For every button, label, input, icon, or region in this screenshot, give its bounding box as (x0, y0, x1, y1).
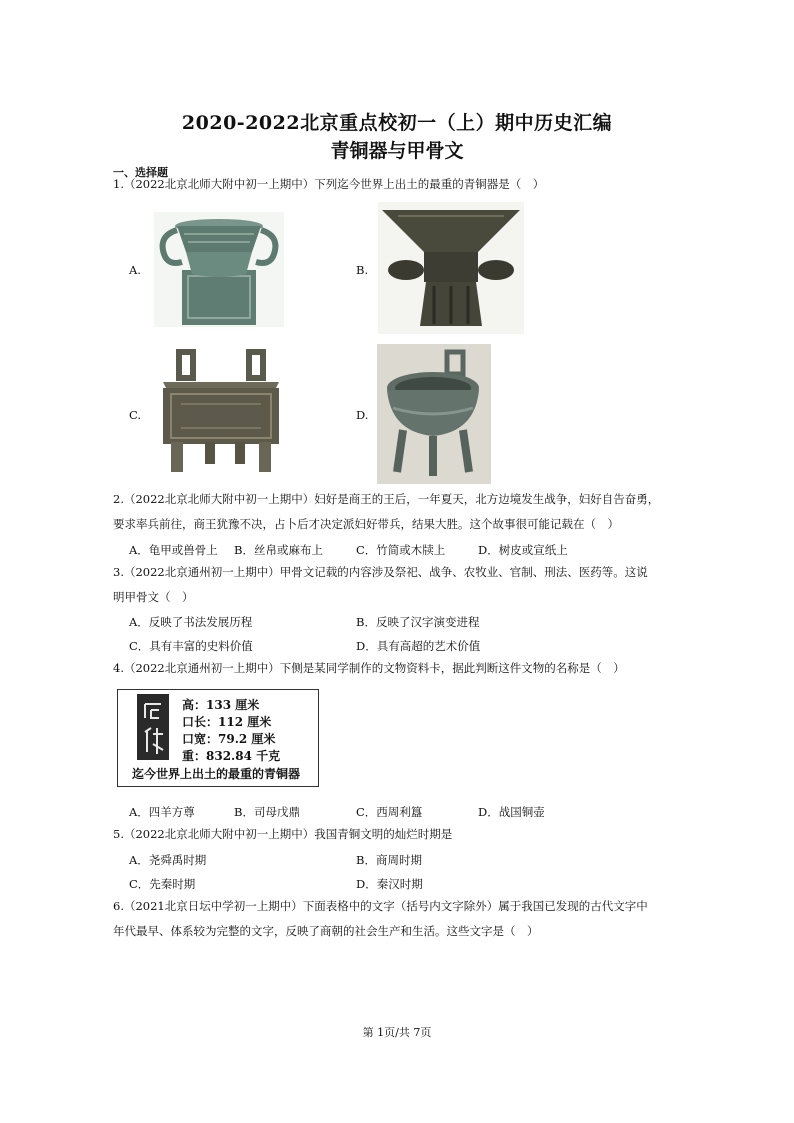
question-2-option-a: A．龟甲或兽骨上 (129, 543, 218, 557)
card-caption: 迄今世界上出土的最重的青铜器 (132, 767, 301, 781)
question-5-stem: 5.（2022北京北师大附中初一上期中）我国青铜文明的灿烂时期是 (113, 827, 453, 841)
option-c-label: C. (129, 408, 142, 422)
artifact-info-card (117, 689, 319, 787)
question-5-option-d: D．秦汉时期 (356, 877, 423, 891)
question-3-option-c: C．具有丰富的史料价值 (129, 639, 253, 653)
question-4-stem: 4.（2022北京通州初一上期中）下侧是某同学制作的文物资料卡，据此判断这件文物的名称是（ ） (113, 661, 625, 675)
question-5-option-c: C．先秦时期 (129, 877, 196, 891)
question-3-option-d: D．具有高超的艺术价值 (356, 639, 481, 653)
question-3-option-b: B．反映了汉字演变进程 (356, 615, 480, 629)
question-3-stem-line1: 3.（2022北京通州初一上期中）甲骨文记载的内容涉及祭祀、战争、农牧业、官制、刑法、医药等。这说 (113, 565, 648, 579)
question-4-option-d: D．战国铜壶 (478, 805, 545, 819)
question-2-stem-line1: 2.（2022北京北师大附中初一上期中）妇好是商王的王后，一年夏天，北方边境发生战争，妇好自告奋勇， (113, 492, 660, 506)
question-4-option-b: B．司母戊鼎 (234, 805, 300, 819)
bronze-square-ding-icon (157, 348, 285, 476)
question-2-stem-line2: 要求率兵前往，商王犹豫不决，占卜后才决定派妇好带兵，结果大胜。这个故事很可能记载在（ ） (113, 517, 619, 531)
question-3-option-a: A．反映了书法发展历程 (129, 615, 253, 629)
page-footer: 第 1页/共 7页 (362, 1026, 432, 1039)
question-4-option-a: A．四羊方尊 (129, 805, 195, 819)
bronze-zun-vessel-icon (378, 202, 524, 334)
bronze-gui-vessel-icon (154, 212, 284, 327)
question-3-stem-line2: 明甲骨文（ ） (113, 590, 194, 604)
title-line-1: 2020-2022北京重点校初一（上）期中历史汇编 (181, 112, 613, 134)
question-6-stem-line1: 6.（2021北京日坛中学初一上期中）下面表格中的文字（括号内文字除外）属于我国已发现的古代文字中 (113, 899, 648, 913)
question-5-option-b: B．商周时期 (356, 853, 422, 867)
inscription-seal-icon (137, 694, 169, 760)
question-6-stem-line2: 年代最早、体系较为完整的文字，反映了商朝的社会生产和生活。这些文字是（ ） (113, 924, 539, 938)
question-2-option-b: B．丝帛或麻布上 (234, 543, 323, 557)
option-d-label: D. (356, 408, 369, 422)
card-weight: 重：832.84 千克 (182, 749, 281, 763)
option-a-label: A. (129, 263, 141, 277)
card-mouth-width: 口宽：79.2 厘米 (182, 732, 276, 746)
bronze-round-ding-icon (377, 344, 491, 484)
question-4-option-c: C．西周利簋 (356, 805, 423, 819)
question-2-option-c: C．竹简或木牍上 (356, 543, 446, 557)
question-2-option-d: D．树皮或宣纸上 (478, 543, 568, 557)
question-1-stem: 1.（2022北京北师大附中初一上期中）下列迄今世界上出土的最重的青铜器是（ ） (113, 177, 545, 191)
title-line-2: 青铜器与甲骨文 (330, 140, 464, 162)
question-5-option-a: A．尧舜禹时期 (129, 853, 207, 867)
card-mouth-length: 口长：112 厘米 (182, 715, 272, 729)
option-b-label: B. (356, 263, 369, 277)
section-heading: 一、选择题 (113, 166, 168, 179)
card-height: 高：133 厘米 (182, 698, 260, 712)
